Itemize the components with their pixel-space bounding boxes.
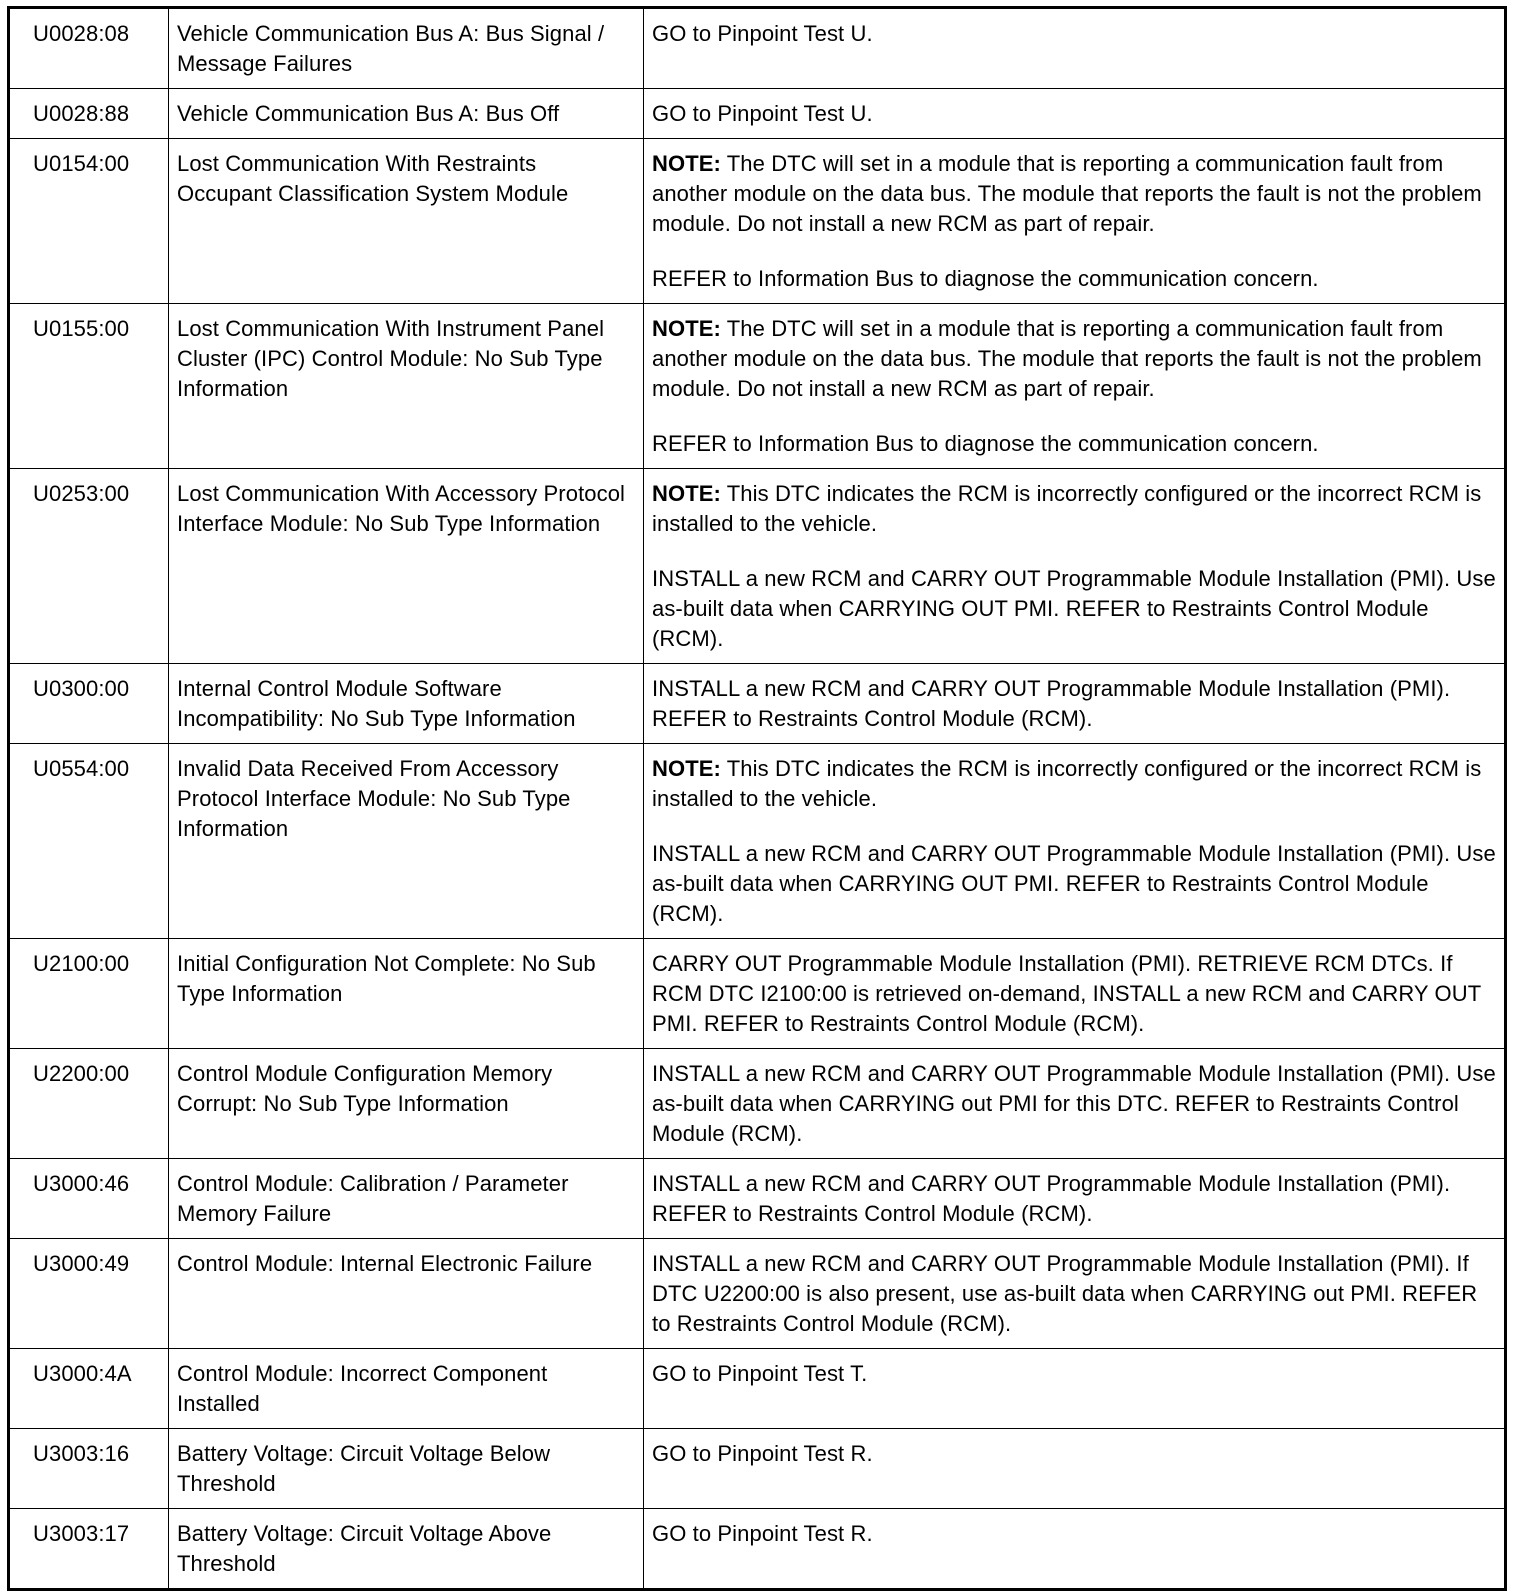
- dtc-description: Lost Communication With Restraints Occupant Classification System Module: [169, 139, 644, 304]
- action-text: INSTALL a new RCM and CARRY OUT Programmable Module Installation (PMI). If DTC U2200:00 is also present, use as-built data when CARRYING out PMI. REFER to Restraints Control Module (RCM).: [652, 1251, 1478, 1336]
- dtc-description: Lost Communication With Accessory Protocol Interface Module: No Sub Type Information: [169, 469, 644, 664]
- dtc-code: U2100:00: [9, 939, 169, 1049]
- action-text: INSTALL a new RCM and CARRY OUT Programmable Module Installation (PMI). Use as-built data when CARRYING out PMI for this DTC. REFER to Restraints Control Module (RCM).: [652, 1061, 1496, 1146]
- dtc-description: Control Module: Internal Electronic Failure: [169, 1239, 644, 1349]
- action-paragraph: [652, 1439, 1496, 1469]
- action-paragraph: [652, 264, 1496, 294]
- dtc-code: U0554:00: [9, 744, 169, 939]
- action-paragraph: [652, 314, 1496, 404]
- action-text: GO to Pinpoint Test R.: [652, 1521, 873, 1546]
- action-paragraph: [652, 479, 1496, 539]
- table-row: [9, 469, 1506, 664]
- dtc-action: [644, 1509, 1506, 1590]
- table-row: [9, 1239, 1506, 1349]
- action-paragraph: [652, 429, 1496, 459]
- table-row: [9, 939, 1506, 1049]
- action-text: GO to Pinpoint Test U.: [652, 21, 873, 46]
- dtc-action: [644, 89, 1506, 139]
- dtc-code: U3003:16: [9, 1429, 169, 1509]
- dtc-action: [644, 1159, 1506, 1239]
- dtc-description: Battery Voltage: Circuit Voltage Below Threshold: [169, 1429, 644, 1509]
- action-paragraph: [652, 1359, 1496, 1389]
- note-label: NOTE:: [652, 316, 721, 341]
- dtc-description: Vehicle Communication Bus A: Bus Off: [169, 89, 644, 139]
- dtc-code: U3000:4A: [9, 1349, 169, 1429]
- dtc-code: U3000:49: [9, 1239, 169, 1349]
- table-row: [9, 1509, 1506, 1590]
- action-text: GO to Pinpoint Test T.: [652, 1361, 868, 1386]
- dtc-action: [644, 304, 1506, 469]
- action-paragraph: [652, 839, 1496, 929]
- table-row: [9, 8, 1506, 89]
- dtc-description: Initial Configuration Not Complete: No Sub Type Information: [169, 939, 644, 1049]
- dtc-action: [644, 1049, 1506, 1159]
- action-text: REFER to Information Bus to diagnose the communication concern.: [652, 266, 1319, 291]
- action-paragraph: [652, 19, 1496, 49]
- action-text: CARRY OUT Programmable Module Installation (PMI). RETRIEVE RCM DTCs. If RCM DTC I2100:00 is retrieved on-demand, INSTALL a new RCM and CARRY OUT PMI. REFER to Restraints Control Module (RCM).: [652, 951, 1481, 1036]
- dtc-description: Internal Control Module Software Incompatibility: No Sub Type Information: [169, 664, 644, 744]
- note-label: NOTE:: [652, 481, 721, 506]
- dtc-code: U0300:00: [9, 664, 169, 744]
- action-paragraph: [652, 754, 1496, 814]
- dtc-code: U0154:00: [9, 139, 169, 304]
- action-paragraph: [652, 1519, 1496, 1549]
- dtc-code: U2200:00: [9, 1049, 169, 1159]
- table-row: [9, 1349, 1506, 1429]
- dtc-code: U3000:46: [9, 1159, 169, 1239]
- action-text: The DTC will set in a module that is reporting a communication fault from another module on the data bus. The module that reports the fault is not the problem module. Do not install a new RCM as part of repair.: [652, 316, 1482, 401]
- action-paragraph: [652, 674, 1496, 734]
- dtc-code: U0028:88: [9, 89, 169, 139]
- action-paragraph: [652, 1059, 1496, 1149]
- dtc-description: Control Module: Calibration / Parameter Memory Failure: [169, 1159, 644, 1239]
- action-paragraph: [652, 1169, 1496, 1229]
- action-paragraph: [652, 99, 1496, 129]
- table-row: [9, 89, 1506, 139]
- action-text: The DTC will set in a module that is reporting a communication fault from another module on the data bus. The module that reports the fault is not the problem module. Do not install a new RCM as part of repair.: [652, 151, 1482, 236]
- table-row: [9, 304, 1506, 469]
- dtc-description: Control Module: Incorrect Component Installed: [169, 1349, 644, 1429]
- dtc-description: Invalid Data Received From Accessory Protocol Interface Module: No Sub Type Information: [169, 744, 644, 939]
- dtc-action: [644, 1349, 1506, 1429]
- action-text: This DTC indicates the RCM is incorrectly configured or the incorrect RCM is installed to the vehicle.: [652, 481, 1482, 536]
- action-text: INSTALL a new RCM and CARRY OUT Programmable Module Installation (PMI). REFER to Restraints Control Module (RCM).: [652, 676, 1451, 731]
- table-row: [9, 744, 1506, 939]
- action-text: This DTC indicates the RCM is incorrectly configured or the incorrect RCM is installed to the vehicle.: [652, 756, 1482, 811]
- dtc-action: [644, 469, 1506, 664]
- dtc-action: [644, 939, 1506, 1049]
- dtc-table: [7, 6, 1507, 1591]
- table-row: [9, 1429, 1506, 1509]
- table-row: [9, 1049, 1506, 1159]
- table-row: [9, 1159, 1506, 1239]
- dtc-action: [644, 139, 1506, 304]
- action-paragraph: [652, 149, 1496, 239]
- dtc-action: [644, 1429, 1506, 1509]
- dtc-code: U0253:00: [9, 469, 169, 664]
- note-label: NOTE:: [652, 756, 721, 781]
- dtc-code: U3003:17: [9, 1509, 169, 1590]
- action-text: GO to Pinpoint Test R.: [652, 1441, 873, 1466]
- dtc-action: [644, 1239, 1506, 1349]
- action-paragraph: [652, 564, 1496, 654]
- action-text: INSTALL a new RCM and CARRY OUT Programmable Module Installation (PMI). Use as-built data when CARRYING OUT PMI. REFER to Restraints Control Module (RCM).: [652, 566, 1496, 651]
- action-text: INSTALL a new RCM and CARRY OUT Programmable Module Installation (PMI). Use as-built data when CARRYING OUT PMI. REFER to Restraints Control Module (RCM).: [652, 841, 1496, 926]
- dtc-action: [644, 8, 1506, 89]
- dtc-code: U0155:00: [9, 304, 169, 469]
- action-text: REFER to Information Bus to diagnose the communication concern.: [652, 431, 1319, 456]
- action-text: INSTALL a new RCM and CARRY OUT Programmable Module Installation (PMI). REFER to Restraints Control Module (RCM).: [652, 1171, 1451, 1226]
- table-row: [9, 139, 1506, 304]
- action-paragraph: [652, 1249, 1496, 1339]
- dtc-description: Vehicle Communication Bus A: Bus Signal / Message Failures: [169, 8, 644, 89]
- dtc-description: Lost Communication With Instrument Panel Cluster (IPC) Control Module: No Sub Type Information: [169, 304, 644, 469]
- dtc-action: [644, 664, 1506, 744]
- table-row: [9, 664, 1506, 744]
- dtc-code: U0028:08: [9, 8, 169, 89]
- action-paragraph: [652, 949, 1496, 1039]
- dtc-description: Control Module Configuration Memory Corrupt: No Sub Type Information: [169, 1049, 644, 1159]
- dtc-description: Battery Voltage: Circuit Voltage Above Threshold: [169, 1509, 644, 1590]
- note-label: NOTE:: [652, 151, 721, 176]
- action-text: GO to Pinpoint Test U.: [652, 101, 873, 126]
- dtc-table-body: [9, 8, 1506, 1590]
- dtc-action: [644, 744, 1506, 939]
